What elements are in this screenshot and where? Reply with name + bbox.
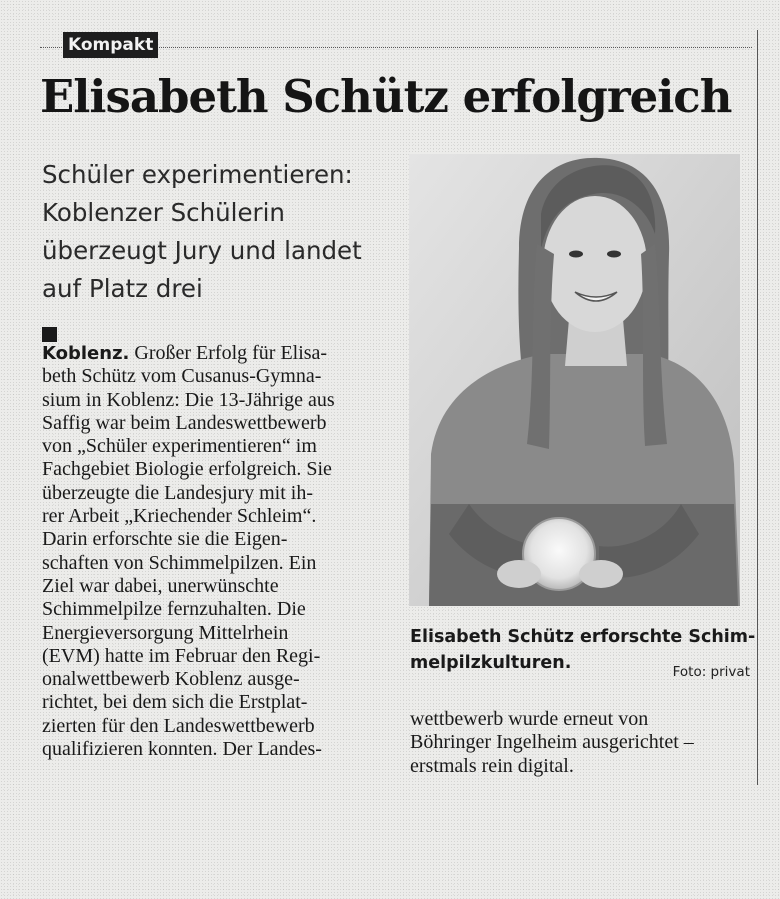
- dateline: Koblenz.: [42, 343, 130, 364]
- article-line: sium in Koblenz: Die 13-Jährige aus: [42, 388, 335, 411]
- article-line: Energieversorgung Mittelrhein: [42, 621, 289, 644]
- article-line: qualifizieren konnten. Der Landes-: [42, 738, 322, 761]
- article-line: Saffig war beim Landeswettbewerb: [42, 411, 327, 434]
- article-line: onalwettbewerb Koblenz ausge-: [42, 668, 300, 691]
- subhead-line: Schüler experimentieren:: [42, 160, 353, 189]
- article-line: (EVM) hatte im Februar den Regi-: [42, 644, 321, 667]
- article-line: Schimmelpilze fernzuhalten. Die: [42, 598, 306, 621]
- article-line: wettbewerb wurde erneut von: [410, 708, 649, 730]
- article-line: Ziel war dabei, unerwünschte: [42, 574, 279, 597]
- caption-line: Elisabeth Schütz erforschte Schim-: [410, 627, 756, 647]
- article-line: rer Arbeit „Kriechender Schleim“.: [42, 505, 317, 528]
- subhead-line: Koblenzer Schülerin: [42, 198, 285, 227]
- article-line: von „Schüler experimentieren“ im: [42, 435, 317, 458]
- section-kicker: Kompakt: [63, 32, 158, 58]
- article-line: erstmals rein digital.: [410, 754, 574, 777]
- photo-credit: Foto: privat: [672, 664, 750, 680]
- headline: Elisabeth Schütz erfolgreich: [40, 70, 732, 123]
- article-body-column-2: [410, 708, 755, 778]
- article-line: Fachgebiet Biologie erfolgreich. Sie: [42, 458, 332, 481]
- subheadline: [42, 156, 392, 308]
- article-line: Darin erforschte sie die Eigen-: [42, 528, 288, 551]
- subhead-line: auf Platz drei: [42, 274, 203, 303]
- portrait-illustration: [409, 154, 740, 606]
- article-line: überzeugte die Landesjury mit ih-: [42, 481, 314, 504]
- subhead-line: überzeugt Jury und landet: [42, 236, 362, 265]
- article-body-column-1: [42, 327, 392, 761]
- article-line: Großer Erfolg für Elisa-: [134, 342, 328, 364]
- paragraph-marker-icon: [42, 327, 57, 342]
- article-line: Böhringer Ingelheim ausgerichtet –: [410, 731, 694, 754]
- article-line: beth Schütz vom Cusanus-Gymna-: [42, 365, 322, 388]
- article-line: zierten für den Landeswettbewerb: [42, 714, 315, 737]
- article-line: richtet, bei dem sich die Erstplat-: [42, 691, 308, 714]
- caption-line: melpilzkulturen.: [410, 653, 572, 673]
- portrait-photo: [409, 154, 740, 606]
- article-line: schaften von Schimmelpilzen. Ein: [42, 551, 317, 574]
- article-first-line: [42, 327, 392, 365]
- column-rule: [757, 30, 758, 785]
